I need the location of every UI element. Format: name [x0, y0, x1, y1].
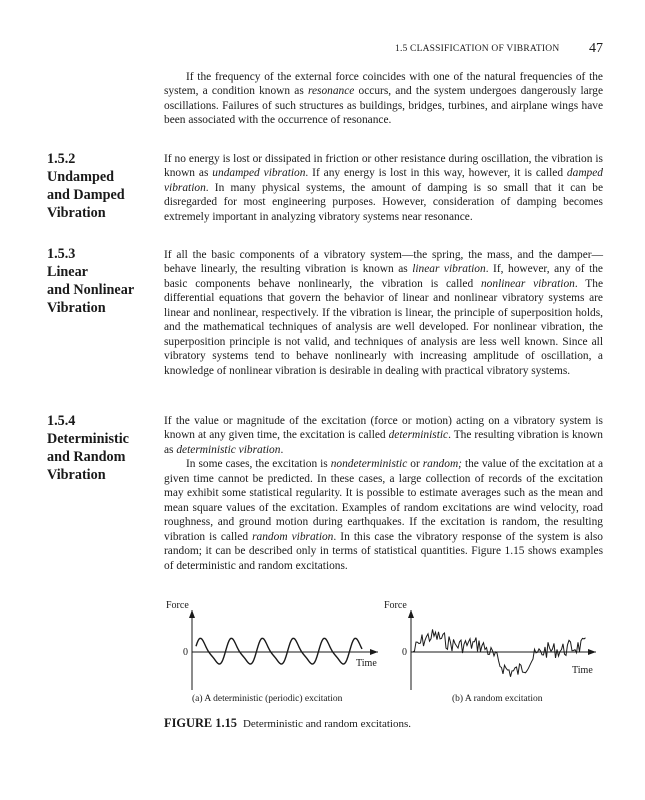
section-title-line: and Damped — [47, 187, 125, 203]
left-origin-label: 0 — [183, 647, 188, 658]
running-header — [0, 41, 603, 57]
section-number: 1.5.3 — [47, 246, 76, 262]
periodic-waveform — [196, 638, 362, 664]
subcaption-a: (a) A deterministic (periodic) excitation — [192, 694, 343, 704]
figure-title: Deterministic and random excitations. — [242, 718, 411, 730]
section-number: 1.5.4 — [47, 413, 76, 429]
section-1-5-2-body — [164, 152, 603, 224]
section-heading-1-5-2 — [47, 150, 162, 222]
subcaption-b: (b) A random excitation — [452, 694, 543, 704]
random-waveform — [413, 629, 586, 676]
running-header-section: 1.5 CLASSIFICATION OF VIBRATION — [395, 44, 560, 54]
right-y-axis-label: Force — [384, 600, 407, 611]
paragraph-deterministic: If the value or magnitude of the excitation (force or motion) acting on a vibratory system is known at any given time, the excitation is called deterministic. The resulting vibration is known as deterministic vibration. — [164, 415, 603, 456]
intro-paragraph: If the frequency of the external force coincides with one of the natural frequencies of the system, a condition known as resonance occurs, and the system undergoes dangerously large oscillations. Failures of such structures as buildings, bridges, turbines, and airplane wings have been associated with the occurrence of resonance. — [164, 71, 604, 127]
section-title-line: Vibration — [47, 300, 106, 316]
paragraph-damped: If no energy is lost or dissipated in friction or other resistance during oscillation, the vibration is known as undamped vibration. If any energy is lost in this way, however, it is called damped vibration. In many physical systems, the amount of damping is so small that it can be disregarded for most engineering purposes. However, consideration of damping becomes extremely important in analyzing vibratory systems near resonance. — [164, 153, 603, 223]
section-1-5-3-body — [164, 248, 603, 378]
page-number: 47 — [589, 41, 603, 56]
section-title-line: Deterministic — [47, 431, 129, 447]
intro-paragraph-block — [164, 70, 603, 128]
right-origin-label: 0 — [402, 647, 407, 658]
figure-1-15 — [0, 590, 645, 710]
right-x-axis-arrow-icon — [588, 649, 596, 655]
random-plot — [384, 600, 596, 690]
paragraph-random: In some cases, the excitation is nondeterministic or random; the value of the excitation at a given time cannot be predicted. In these cases, a large collection of records of the excitation may exhibit some statistical regularity. It is possible to estimate averages such as the mean and mean square values of the excitation. Examples of random excitations are wind velocity, road roughness, and ground motion during earthquakes. If the excitation is random, the resulting vibration is called random vibration. In this case the vibratory response of the system is also random; it can be described only in terms of statistical quantities. Figure 1.15 shows examples of deterministic and random excitations. — [164, 458, 603, 572]
left-y-axis-label: Force — [166, 600, 189, 611]
section-title-line: Linear — [47, 264, 88, 280]
right-x-axis-label: Time — [572, 665, 593, 676]
deterministic-plot — [166, 600, 378, 690]
section-title-line: Vibration — [47, 467, 106, 483]
section-heading-1-5-3 — [47, 245, 162, 317]
left-y-axis-arrow-icon — [189, 610, 195, 618]
right-y-axis-arrow-icon — [408, 610, 414, 618]
paragraph-linear: If all the basic components of a vibratory system—the spring, the mass, and the damper—behave linearly, the resulting vibration is known as linear vibration. If, however, any of the basic components behave nonlinearly, the vibration is called nonlinear vibration. The differential equations that govern the behavior of linear and nonlinear vibratory systems are linear and nonlinear, respectively. If the vibration is linear, the principle of superposition holds, and the mathematical techniques of analysis are well developed. For nonlinear vibration, the superposition principle is not valid, and techniques of analysis are less well known. Since all vibratory systems tend to behave nonlinearly with increasing amplitude of oscillation, a knowledge of nonlinear vibration is desirable in dealing with practical vibratory systems. — [164, 249, 604, 377]
section-heading-1-5-4 — [47, 412, 162, 484]
section-title-line: and Random — [47, 449, 126, 465]
left-x-axis-arrow-icon — [370, 649, 378, 655]
section-1-5-4-body — [164, 414, 603, 573]
left-x-axis-label: Time — [356, 658, 377, 669]
section-title-line: and Nonlinear — [47, 282, 135, 298]
section-title-line: Undamped — [47, 169, 115, 185]
section-title-line: Vibration — [47, 205, 106, 221]
figure-caption — [164, 716, 411, 731]
figure-label: FIGURE 1.15 — [164, 716, 237, 730]
section-number: 1.5.2 — [47, 151, 76, 167]
